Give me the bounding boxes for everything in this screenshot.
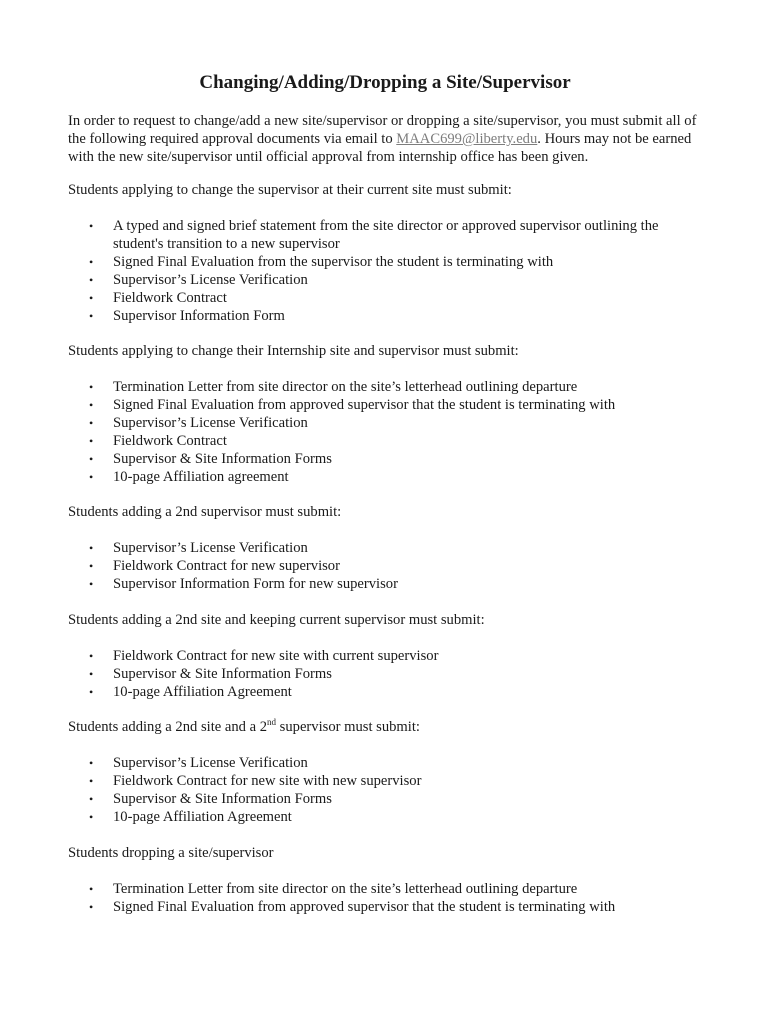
list-item: • Fieldwork Contract for new site with new supervisor <box>89 773 422 789</box>
bullet-icon: • <box>89 416 94 430</box>
list-change-site-and-supervisor <box>68 378 708 486</box>
section-heading-add-second-site-and-supervisor: Students adding a 2nd site and a 2nd supervisor must submit: <box>68 717 420 735</box>
section-heading-add-second-supervisor: Students adding a 2nd supervisor must submit: <box>68 504 342 520</box>
bullet-icon: • <box>89 434 94 448</box>
bullet-icon: • <box>89 900 94 914</box>
list-item: • Signed Final Evaluation from approved supervisor that the student is terminating with <box>89 397 616 413</box>
intro-text-before-email: In order to request to change/add a new site/supervisor or dropping a site/supervisor, you must submit all of the following required approval documents via email to <box>68 113 697 147</box>
list-item: • Signed Final Evaluation from approved supervisor that the student is terminating with <box>89 899 616 915</box>
bullet-icon: • <box>89 774 94 788</box>
list-item: • Fieldwork Contract for new site with current supervisor <box>89 648 439 664</box>
list-item: • Supervisor’s License Verification <box>89 272 308 288</box>
list-add-second-site-and-supervisor <box>68 754 708 826</box>
bullet-icon: • <box>89 649 94 663</box>
list-item: • Supervisor’s License Verification <box>89 755 308 771</box>
section-heading-change-site-and-supervisor: Students applying to change their Internship site and supervisor must submit: <box>68 343 519 359</box>
bullet-icon: • <box>89 219 94 233</box>
bullet-icon: • <box>89 667 94 681</box>
email-link[interactable]: MAAC699@liberty.edu <box>396 131 538 147</box>
bullet-icon: • <box>89 380 94 394</box>
list-item: • Supervisor & Site Information Forms <box>89 666 332 682</box>
list-change-supervisor <box>68 217 708 325</box>
list-item: • Supervisor & Site Information Forms <box>89 791 332 807</box>
document-title: Changing/Adding/Dropping a Site/Supervisor <box>199 72 571 93</box>
list-item: • Termination Letter from site director on the site’s letterhead outlining departure <box>89 881 578 897</box>
bullet-icon: • <box>89 792 94 806</box>
intro-paragraph <box>68 112 708 166</box>
section-heading-add-second-site: Students adding a 2nd site and keeping current supervisor must submit: <box>68 612 485 628</box>
list-add-second-supervisor <box>68 539 708 593</box>
list-item: • Supervisor & Site Information Forms <box>89 451 332 467</box>
bullet-icon: • <box>89 756 94 770</box>
list-item: • 10-page Affiliation Agreement <box>89 684 292 700</box>
bullet-icon: • <box>89 452 94 466</box>
bullet-icon: • <box>89 541 94 555</box>
bullet-icon: • <box>89 398 94 412</box>
section-heading-change-supervisor: Students applying to change the supervisor at their current site must submit: <box>68 182 512 198</box>
bullet-icon: • <box>89 470 94 484</box>
list-item: • Supervisor’s License Verification <box>89 540 308 556</box>
list-add-second-site <box>68 647 708 701</box>
bullet-icon: • <box>89 255 94 269</box>
bullet-icon: • <box>89 291 94 305</box>
list-item: • Supervisor’s License Verification <box>89 415 308 431</box>
list-item: • Fieldwork Contract <box>89 290 227 306</box>
list-item: • 10-page Affiliation agreement <box>89 469 289 485</box>
ordinal-superscript: nd <box>267 717 277 728</box>
section-heading-dropping-site: Students dropping a site/supervisor <box>68 845 274 861</box>
list-dropping-site <box>68 880 708 916</box>
bullet-icon: • <box>89 882 94 896</box>
list-item: • 10-page Affiliation Agreement <box>89 809 292 825</box>
list-item: • Supervisor Information Form for new supervisor <box>89 576 398 592</box>
list-item: • Termination Letter from site director on the site’s letterhead outlining departure <box>89 379 578 395</box>
intro-text-after-email: . Hours may not be earned with the new site/supervisor until official approval from internship office has been given. <box>68 131 692 165</box>
list-item: • A typed and signed brief statement from the site director or approved supervisor outlining the student's transition to a new supervisor <box>89 218 659 252</box>
list-item: • Supervisor Information Form <box>89 308 285 324</box>
bullet-icon: • <box>89 273 94 287</box>
list-item: • Fieldwork Contract for new supervisor <box>89 558 340 574</box>
list-item: • Signed Final Evaluation from the supervisor the student is terminating with <box>89 254 554 270</box>
bullet-icon: • <box>89 309 94 323</box>
list-item: • Fieldwork Contract <box>89 433 227 449</box>
bullet-icon: • <box>89 577 94 591</box>
bullet-icon: • <box>89 810 94 824</box>
bullet-icon: • <box>89 685 94 699</box>
bullet-icon: • <box>89 559 94 573</box>
